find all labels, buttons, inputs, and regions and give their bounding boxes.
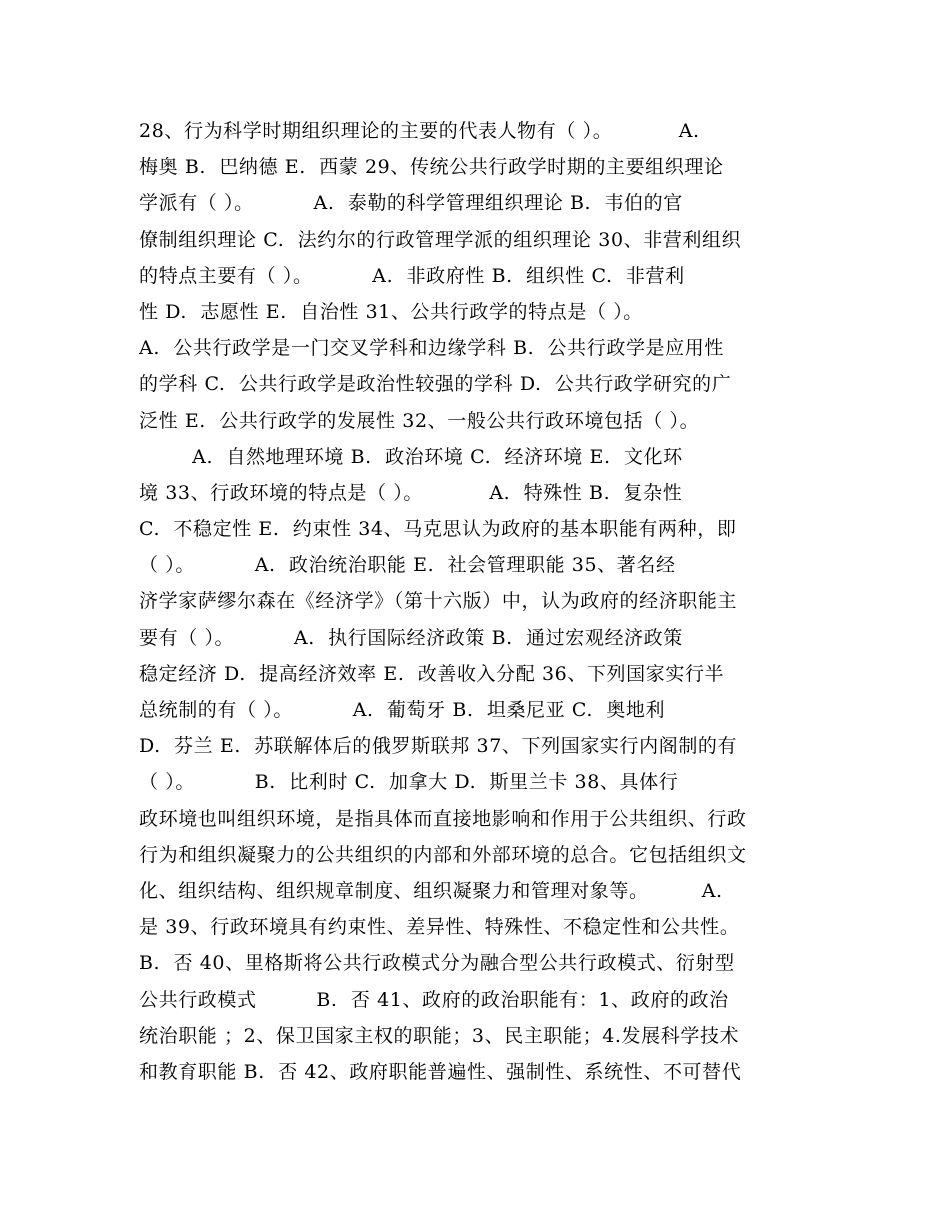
text-line: 梅奥 B. 巴纳德 E. 西蒙 29、传统公共行政学时期的主要组织理论 [139, 156, 724, 179]
text-line: 泛性 E. 公共行政学的发展性 32、一般公共行政环境包括（ ）。 [139, 409, 700, 432]
text-line: 济学家萨缪尔森在《经济学》（第十六版）中，认为政府的经济职能主 [139, 590, 738, 613]
text-line: 公共行政模式 B. 否 41、政府的政治职能有：1、政府的政治 [139, 988, 729, 1011]
text-line: 稳定经济 D. 提高经济效率 E. 改善收入分配 36、下列国家实行半 [139, 662, 725, 685]
text-line: D. 芬兰 E. 苏联解体后的俄罗斯联邦 37、下列国家实行内阁制的有 [139, 735, 738, 758]
text-line: 的特点主要有（ ）。 A. 非政府性 B. 组织性 C. 非营利 [139, 264, 685, 287]
text-line: 的学科 C. 公共行政学是政治性较强的学科 D. 公共行政学研究的广 [139, 373, 732, 396]
text-line: 僚制组织理论 C. 法约尔的行政管理学派的组织理论 30、非营利组织 [139, 228, 742, 251]
text-line: 境 33、行政环境的特点是（ ）。 A. 特殊性 B. 复杂性 [139, 481, 683, 504]
text-line: 性 D. 志愿性 E. 自治性 31、公共行政学的特点是（ ）。 [139, 300, 643, 323]
text-line: 化、组织结构、组织规章制度、组织凝聚力和管理对象等。 A. [139, 879, 723, 902]
text-line: （ ）。 A. 政治统治职能 E. 社会管理职能 35、著名经 [139, 554, 676, 577]
text-line: C. 不稳定性 E. 约束性 34、马克思认为政府的基本职能有两种，即 [139, 518, 737, 541]
text-line: 是 39、行政环境具有约束性、差异性、特殊性、不稳定性和公共性。 [139, 916, 740, 939]
text-line: 学派有（ ）。 A. 泰勒的科学管理组织理论 B. 韦伯的官 [139, 192, 683, 215]
text-line: A. 公共行政学是一门交叉学科和边缘学科 B. 公共行政学是应用性 [139, 337, 724, 360]
text-line: 28、行为科学时期组织理论的主要的代表人物有（ ）。 A. [139, 120, 700, 142]
text-line: 政环境也叫组织环境，是指具体而直接地影响和作用于公共组织、行政 [139, 807, 747, 830]
text-line: 要有（ ）。 A. 执行国际经济政策 B. 通过宏观经济政策 [139, 626, 683, 649]
text-line: 行为和组织凝聚力的公共组织的内部和外部环境的总合。它包括组织文 [139, 843, 747, 866]
text-line: （ ）。 B. 比利时 C. 加拿大 D. 斯里兰卡 38、具体行 [139, 771, 679, 794]
text-line: 和教育职能 B. 否 42、政府职能普遍性、强制性、系统性、不可替代 [139, 1060, 742, 1083]
text-line: 总统制的有（ ）。 A. 葡萄牙 B. 坦桑尼亚 C. 奥地利 [139, 699, 666, 721]
text-line: A. 自然地理环境 B. 政治环境 C. 经济环境 E. 文化环 [139, 445, 683, 468]
question-text-block [139, 113, 839, 1090]
text-line: 统治职能 ；2、保卫国家主权的职能；3、民主职能；4.发展科学技术 [139, 1024, 740, 1047]
text-line: B. 否 40、里格斯将公共行政模式分为融合型公共行政模式、衍射型 [139, 952, 735, 975]
